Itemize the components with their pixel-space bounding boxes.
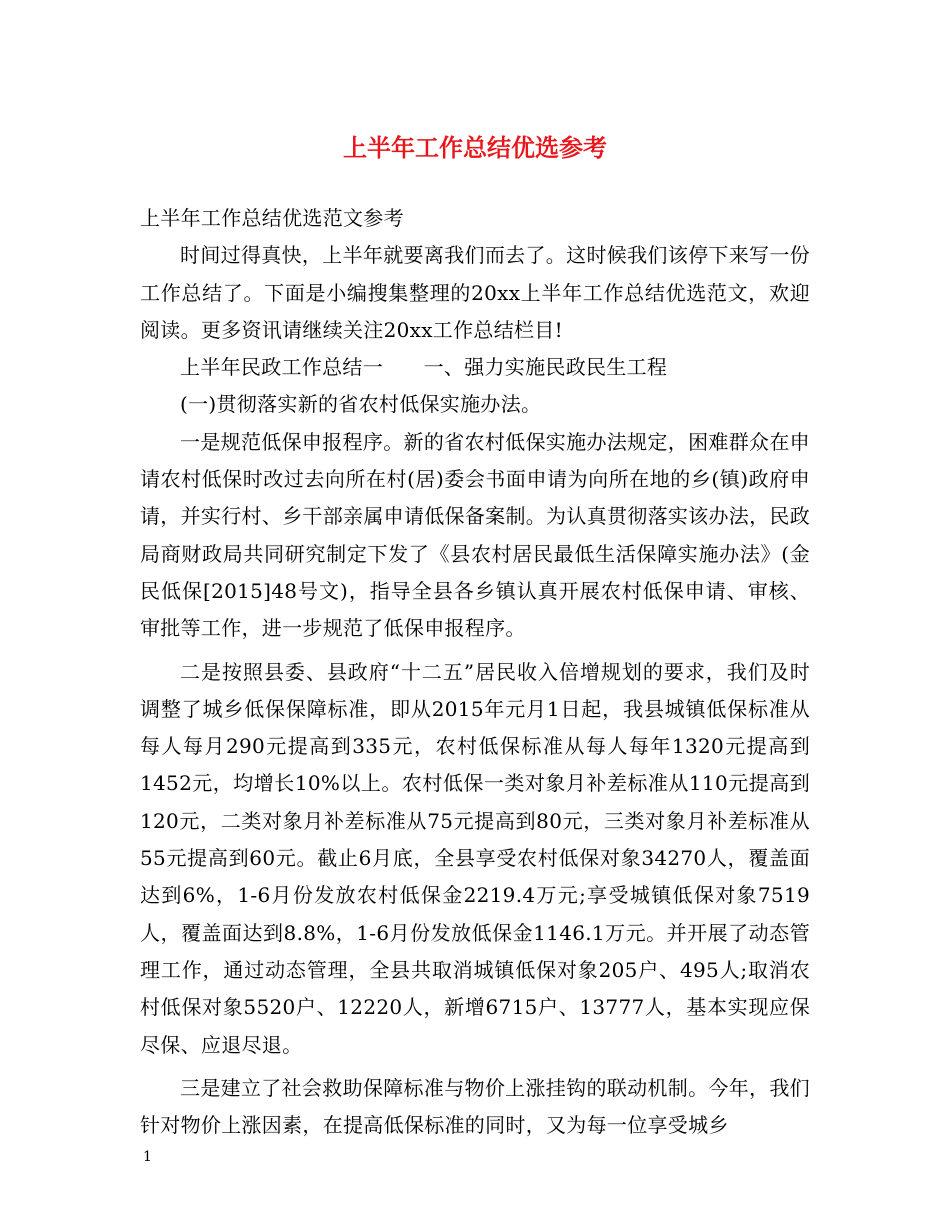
body-paragraph-2: 二是按照县委、县政府“十二五”居民收入倍增规划的要求，我们及时调整了城乡低保保障标准，即从2015年元月1日起，我县城镇低保标准从每人每月290元提高到335元，农村低保标准从每人每年1320元提高到1452元，均增长10%以上。农村低保一类对象月补差标准从110元提高到120元，二类对象月补差标准从75元提高到80元，三类对象月补差标准从55元提高到60元。截止6月底，全县享受农村低保对象34270人，覆盖面达到6%，1-6月份发放农村低保金2219.4万元;享受城镇低保对象7519人，覆盖面达到8.8%，1-6月份发放低保金1146.1万元。并开展了动态管理工作，通过动态管理，全县共取消城镇低保对象205户、495人;取消农村低保对象5520户、12220人，新增6715户、13777人，基本实现应保尽保、应退尽退。 — [140, 659, 810, 1057]
section-heading: 上半年民政工作总结一 一、强力实施民政民生工程 — [180, 355, 668, 380]
document-title: 上半年工作总结优选参考 — [343, 134, 607, 162]
subsection-heading: (一)贯彻落实新的省农村低保实施办法。 — [180, 392, 542, 417]
page-number: 1 — [143, 1149, 152, 1165]
subtitle-paragraph: 上半年工作总结优选范文参考 — [140, 206, 404, 230]
document-body — [140, 200, 810, 1144]
body-paragraph-1: 一是规范低保申报程序。新的省农村低保实施办法规定，困难群众在申请农村低保时改过去向所在村(居)委会书面申请为向所在地的乡(镇)政府申请，并实行村、乡干部亲属申请低保备案制。为认真贯彻落实该办法，民政局商财政局共同研究制定下发了《县农村居民最低生活保障实施办法》(金民低保[2015]48号文)，指导全县各乡镇认真开展农村低保申请、审核、审批等工作，进一步规范了低保申报程序。 — [140, 429, 810, 641]
body-paragraph-3: 三是建立了社会救助保障标准与物价上涨挂钩的联动机制。今年，我们针对物价上涨因素，在提高低保标准的同时，又为每一位享受城乡 — [140, 1075, 810, 1138]
intro-paragraph: 时间过得真快，上半年就要离我们而去了。这时候我们该停下来写一份工作总结了。下面是小编搜集整理的20xx上半年工作总结优选范文，欢迎阅读。更多资讯请继续关注20xx工作总结栏目! — [140, 243, 810, 342]
